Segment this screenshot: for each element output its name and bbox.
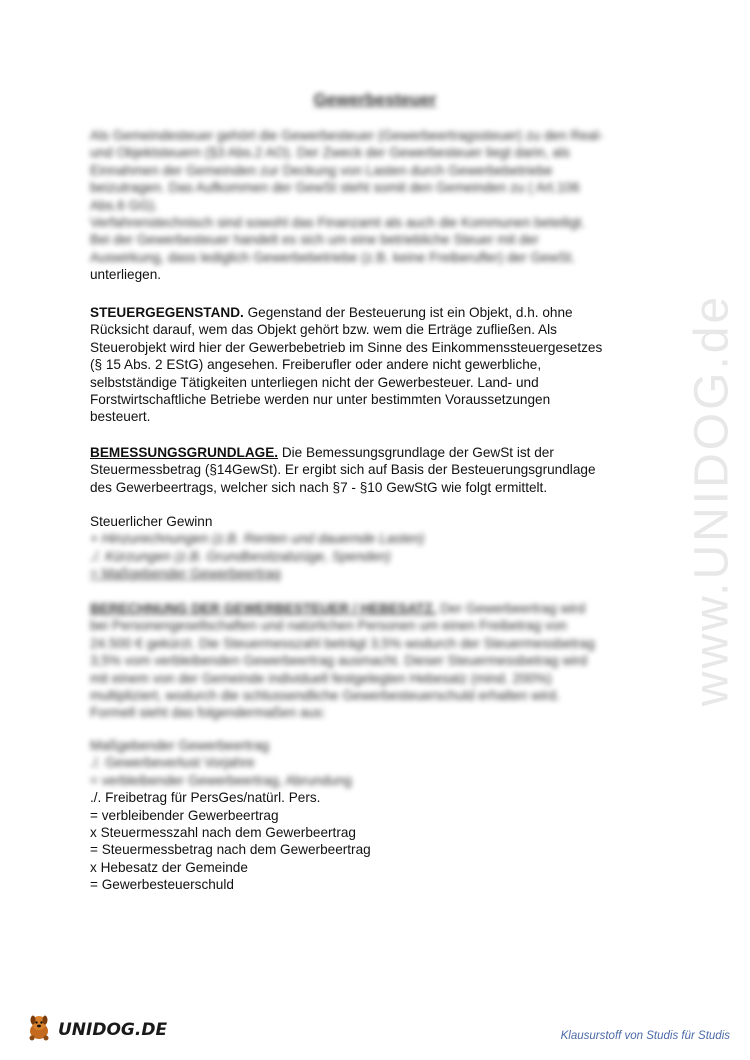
intro-line: Abs.6 GG). <box>90 197 158 213</box>
steuergegenstand-line: Rücksicht darauf, wem das Objekt gehört bzw. wem die Erträge zufließen. Als <box>90 322 557 338</box>
formula-line: ./. Freibetrag für PersGes/natürl. Pers. <box>90 790 321 806</box>
bemessungsgrundlage-line: des Gewerbeertrags, welcher sich nach §7 - §10 GewStG wie folgt ermittelt. <box>90 479 548 495</box>
gewinn-calculation <box>90 513 660 583</box>
intro-line: Auswirkung, dass lediglich Gewerbebetriebe (z.B. keine Freiberufler) der GewSt. <box>90 249 576 265</box>
paragraph-text: Gegenstand der Besteuerung ist ein Objekt, d.h. ohne <box>243 305 573 320</box>
gewinn-label: Steuerlicher Gewinn <box>90 514 213 529</box>
intro-line: Bei der Gewerbesteuer handelt es sich um eine betriebliche Steuer mit der <box>90 232 539 248</box>
berechnung-line: 3,5% vom verbleibenden Gewerbeertrag ausmacht. Dieser Steuermessbetrag wird <box>90 653 588 669</box>
steuergegenstand-line <box>90 304 660 321</box>
section-steuergegenstand <box>90 304 660 426</box>
bemessungsgrundlage-line <box>90 444 660 461</box>
berechnung-line: multipliziert, wodurch die schlussendliche Gewerbesteuerschuld erhalten wird. <box>90 688 560 704</box>
steuergegenstand-line: besteuert. <box>90 409 151 425</box>
steuergegenstand-line: Forstwirtschaftliche Betriebe werden nur unter bestimmten Voraussetzungen <box>90 392 551 408</box>
formula-line: Maßgebender Gewerbeertrag <box>90 738 270 753</box>
formula-line: = verbleibender Gewerbeertrag, Abrundung <box>90 772 352 788</box>
section-heading: STEUERGEGENSTAND. <box>90 305 244 320</box>
paragraph-text: Der Gewerbeertrag wird <box>436 601 586 616</box>
formula-line: ./. Gewerbeverlust Vorjahre <box>90 755 255 771</box>
gewinn-blurred-block <box>90 530 660 582</box>
paragraph-text: Die Bemessungsgrundlage der GewSt ist der <box>278 445 554 460</box>
berechnung-line: mit einem von der Gemeinde individuell festgelegten Hebesatz (mind. 200%) <box>90 670 552 686</box>
gewinn-line: + Hinzurechnungen (z.B. Renten und dauernde Lasten) <box>90 531 425 547</box>
steuergegenstand-line: Steuerobjekt wird hier der Gewerbebetrieb im Sinne des Einkommenssteuergesetzes <box>90 339 603 355</box>
berechnung-line: 24.500 € gekürzt. Die Steuermesszahl beträgt 3,5% wodurch der Steuermessbetrag <box>90 635 595 651</box>
watermark: www.UNIDOG.de <box>685 293 739 707</box>
berechnung-line <box>90 600 660 617</box>
dog-mascot-icon <box>24 1012 54 1047</box>
steuergegenstand-line: (§ 15 Abs. 2 EStG) angesehen. Freiberufler oder andere nicht gewerbliche, <box>90 357 542 373</box>
formula-line: = Steuermessbetrag nach dem Gewerbeertrag <box>90 842 371 858</box>
intro-line: Einnahmen der Gemeinden zur Deckung von Lasten durch Gewerbebetriebe <box>90 162 553 178</box>
intro-line: Verfahrenstechnisch sind sowohl das Finanzamt als auch die Kommunen beteiligt. <box>90 215 585 231</box>
bemessungsgrundlage-line: Steuermessbetrag (§14GewSt). Er ergibt sich auf Basis der Besteuerungsgrundlage <box>90 462 596 478</box>
formula-blurred-block <box>90 737 660 789</box>
intro-last-line: unterliegen. <box>90 267 162 283</box>
steuergegenstand-line: selbstständige Tätigkeiten unterliegen nicht der Gewerbesteuer. Land- und <box>90 374 539 390</box>
unidog-logo[interactable] <box>24 1012 167 1047</box>
formula-line: = Gewerbesteuerschuld <box>90 877 234 893</box>
intro-line: Als Gemeindesteuer gehört die Gewerbesteuer (Gewerbeertragssteuer) zu den Real- <box>90 128 604 143</box>
footer-tagline: Klausurstoff von Studis für Studis <box>560 1030 730 1042</box>
section-heading: BERECHNUNG DER GEWERBESTEUER / HEBESATZ. <box>90 601 437 616</box>
section-berechnung <box>90 600 660 722</box>
formula-line: = verbleibender Gewerbeertrag <box>90 807 279 823</box>
intro-line: und Objektsteuern (§3 Abs.2 AO). Der Zweck der Gewerbesteuer liegt darin, als <box>90 145 570 161</box>
page-title: Gewerbesteuer <box>313 90 437 109</box>
logo-text: UNIDOG.DE <box>58 1019 168 1040</box>
intro-paragraph <box>90 127 660 284</box>
gewinn-line: ./. Kürzungen (z.B. Grundbesitzabzüge, Spenden) <box>90 548 391 564</box>
berechnung-line: Formell sieht das folgendermaßen aus: <box>90 705 326 721</box>
gewinn-line: = Maßgebender Gewerbeertrag <box>90 566 281 582</box>
section-bemessungsgrundlage <box>90 444 660 496</box>
intro-line: beizutragen. Das Aufkommen der GewSt steht somit den Gemeinden zu ( Art.106 <box>90 180 580 196</box>
intro-blurred-block <box>90 127 660 266</box>
section-heading: BEMESSUNGSGRUNDLAGE. <box>90 445 279 460</box>
formula-block <box>90 737 660 894</box>
berechnung-line: bei Personengesellschaften und natürlichen Personen um einen Freibetrag von <box>90 618 567 634</box>
formula-line: x Steuermesszahl nach dem Gewerbeertrag <box>90 825 356 841</box>
formula-line: x Hebesatz der Gemeinde <box>90 859 248 875</box>
